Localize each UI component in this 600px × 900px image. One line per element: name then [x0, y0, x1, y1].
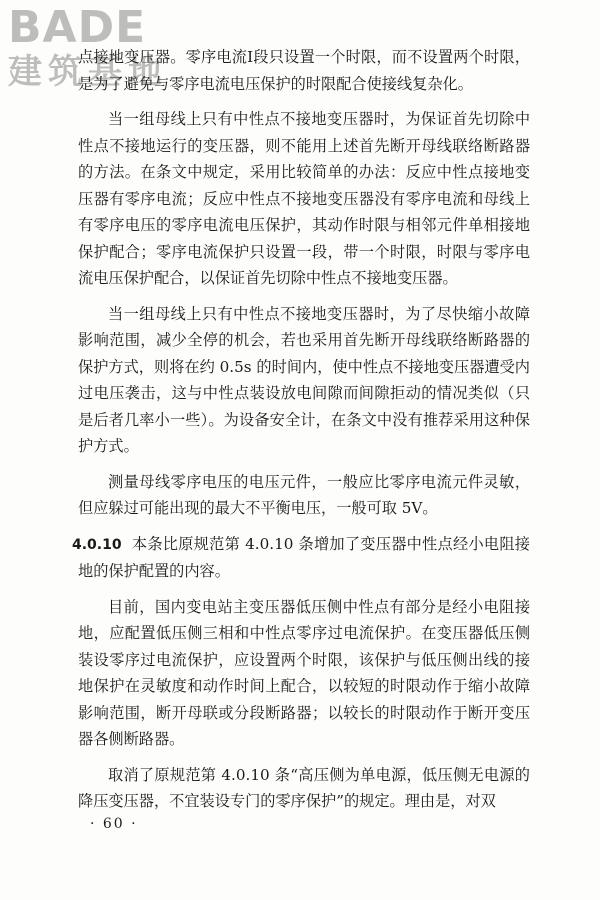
clause-text: 本条比原规范第 4.0.10 条增加了变压器中性点经小电阻接地的保护配置的内容。: [78, 534, 530, 580]
paragraph: 取消了原规范第 4.0.10 条“高压侧为单电源，低压侧无电源的降压变压器，不宜装设专门的零序保护”的规定。理由是，对双: [78, 765, 530, 810]
paragraph: 当一组母线上只有中性点不接地变压器时，为保证首先切除中性点不接地运行的变压器，则不能用上述首先断开母线联络断路器的方法。在条文中规定，采用比较简单的办法：反应中性点接地变压器有零序电流；反应中性点不接地变压器没有零序电流和母线上有零序电压的零序电流电压保护，其动作时限与相邻元件单相接地保护配合；零序电流保护只设置一段，带一个时限，时限与零序电流电压保护配合，以保证首先切除中性点不接地变压器。: [78, 110, 530, 287]
clause-number: 4.0.10: [72, 536, 122, 553]
body-text: [72, 44, 530, 815]
paragraph: 目前，国内变电站主变压器低压侧中性点有部分是经小电阻接地，应配置低压侧三相和中性点零序过电流保护。在变压器低压侧装设零序过电流保护，应设置两个时限，该保护与低压侧出线的接地保护在灵敏度和动作时间上配合，以较短的时限动作于缩小故障影响范围，断开母联或分段断路器；以较长的时限动作于断开变压器各侧断路器。: [78, 597, 530, 748]
paragraph: 当一组母线上只有中性点不接地变压器时，为了尽快缩小故障影响范围，减少全停的机会，若也采用首先断开母线联络断路器的保护方式，则将在约 0.5s 的时间内，使中性点不接地变压器遭受内过电压袭击，这与中性点装设放电间隙而间隙拒动的情况类似（只是后者几率小一些）。为设备安全计，在条文中没有推荐采用这种保护方式。: [78, 304, 530, 455]
clause-paragraph: [72, 531, 530, 585]
watermark-subtitle: 建筑基地: [8, 52, 168, 92]
paragraph-continued: 点接地变压器。零序电流Ⅰ段只设置一个时限，而不设置两个时限，是为了避免与零序电流电压保护的时限配合使接线复杂化。: [78, 48, 530, 93]
paragraph: 测量母线零序电压的电压元件，一般应比零序电流元件灵敏，但应躲过可能出现的最大不平衡电压，一般可取 5V。: [78, 472, 530, 517]
page-number: · 60 ·: [90, 816, 138, 832]
watermark-brand: BADE: [8, 2, 147, 53]
